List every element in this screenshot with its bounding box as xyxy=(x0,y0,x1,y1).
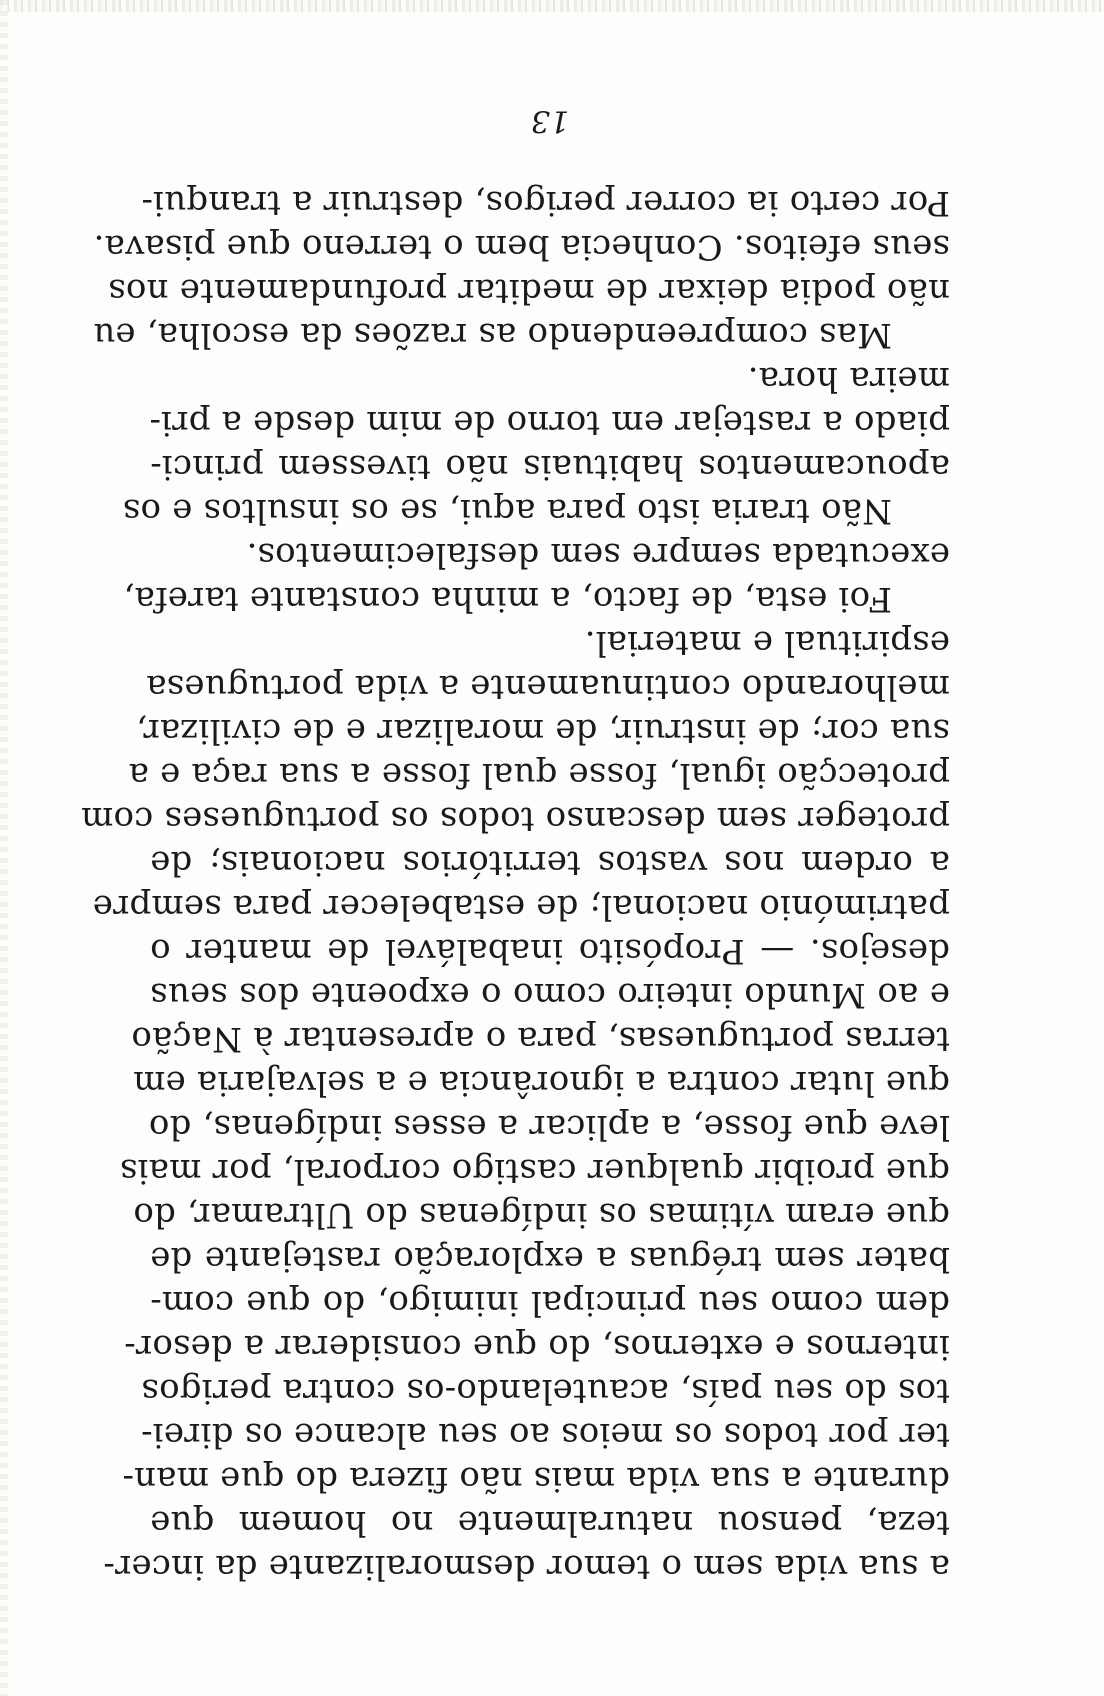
text-line: que lutar contra a ignorância e a selvajaria em xyxy=(133,1063,950,1103)
text-line: que proibir qualquer castigo corporal, por mais xyxy=(119,1151,950,1191)
text-line: Por certo ia correr perigos, destruir a tranqui- xyxy=(141,183,950,223)
page-number: 13 xyxy=(530,103,570,138)
text-line: durante a sua vida mais não fizera do que man- xyxy=(122,1459,950,1499)
text-line-paragraph-start: Foi esta, de facto, a minha constante tarefa, xyxy=(123,579,892,619)
text-line-paragraph-end: espiritual e material. xyxy=(584,623,950,663)
text-line: terras portuguesas, para o apresentar à Nação xyxy=(131,1019,950,1059)
text-line-paragraph-start: Mas compreendendo as razões da escolha, eu xyxy=(93,315,892,355)
text-line: seus efeitos. Conhecia bem o terreno que pisava. xyxy=(93,227,950,267)
text-line: bater sem tréguas a exploração rastejante de xyxy=(150,1239,950,1279)
text-line: que eram vítimas os indígenas do Ultramar, do xyxy=(133,1195,950,1235)
text-line: património nacional; de estabelecer para sempre xyxy=(92,887,950,927)
text-line-paragraph-start: Não traria isto para aqui, se os insultos e os xyxy=(122,491,892,531)
text-line: dem como seu principal inimigo, do que com- xyxy=(150,1283,950,1323)
text-line: internos e externos, do que considerar a desor- xyxy=(124,1327,950,1367)
text-line: leve que fosse, a aplicar a esses indígenas, do xyxy=(148,1107,950,1147)
text-line: melhorando continuamente a vida portuguesa xyxy=(146,667,950,707)
text-line: protecção igual, fosse qual fosse a sua raça e a xyxy=(128,755,950,795)
text-line: proteger sem descanso todos os portugueses com xyxy=(80,799,950,839)
text-line: sua cor; de instruir, de moralizar e de civilizar, xyxy=(136,711,950,751)
text-line: a ordem nos vastos territórios nacionais; de xyxy=(150,843,950,883)
text-line: apoucamentos habituais não tivessem princi- xyxy=(150,447,950,487)
text-line: ter por todos os meios ao seu alcance os direi- xyxy=(140,1415,950,1455)
text-line: teza, pensou naturalmente no homem que xyxy=(150,1503,950,1543)
scan-edge-top xyxy=(0,0,1104,12)
body-text xyxy=(80,50,950,1590)
text-line: desejos. — Propósito inabalável de manter o xyxy=(150,931,950,971)
text-line: não podia deixar de meditar profundamente nos xyxy=(108,271,950,311)
text-line: e ao Mundo inteiro como o expoente dos seus xyxy=(150,975,950,1015)
scan-edge-left xyxy=(0,0,8,1696)
text-line: piado a rastejar em torno de mim desde a pri- xyxy=(149,403,950,443)
text-line-paragraph-end: executada sempre sem desfalecimentos. xyxy=(246,535,950,575)
text-line: a sua vida sem o temor desmoralizante da incer- xyxy=(103,1547,950,1587)
text-line-paragraph-end: meira hora. xyxy=(747,359,950,399)
text-line: tos do seu país, acautelando-os contra perigos xyxy=(141,1371,950,1411)
